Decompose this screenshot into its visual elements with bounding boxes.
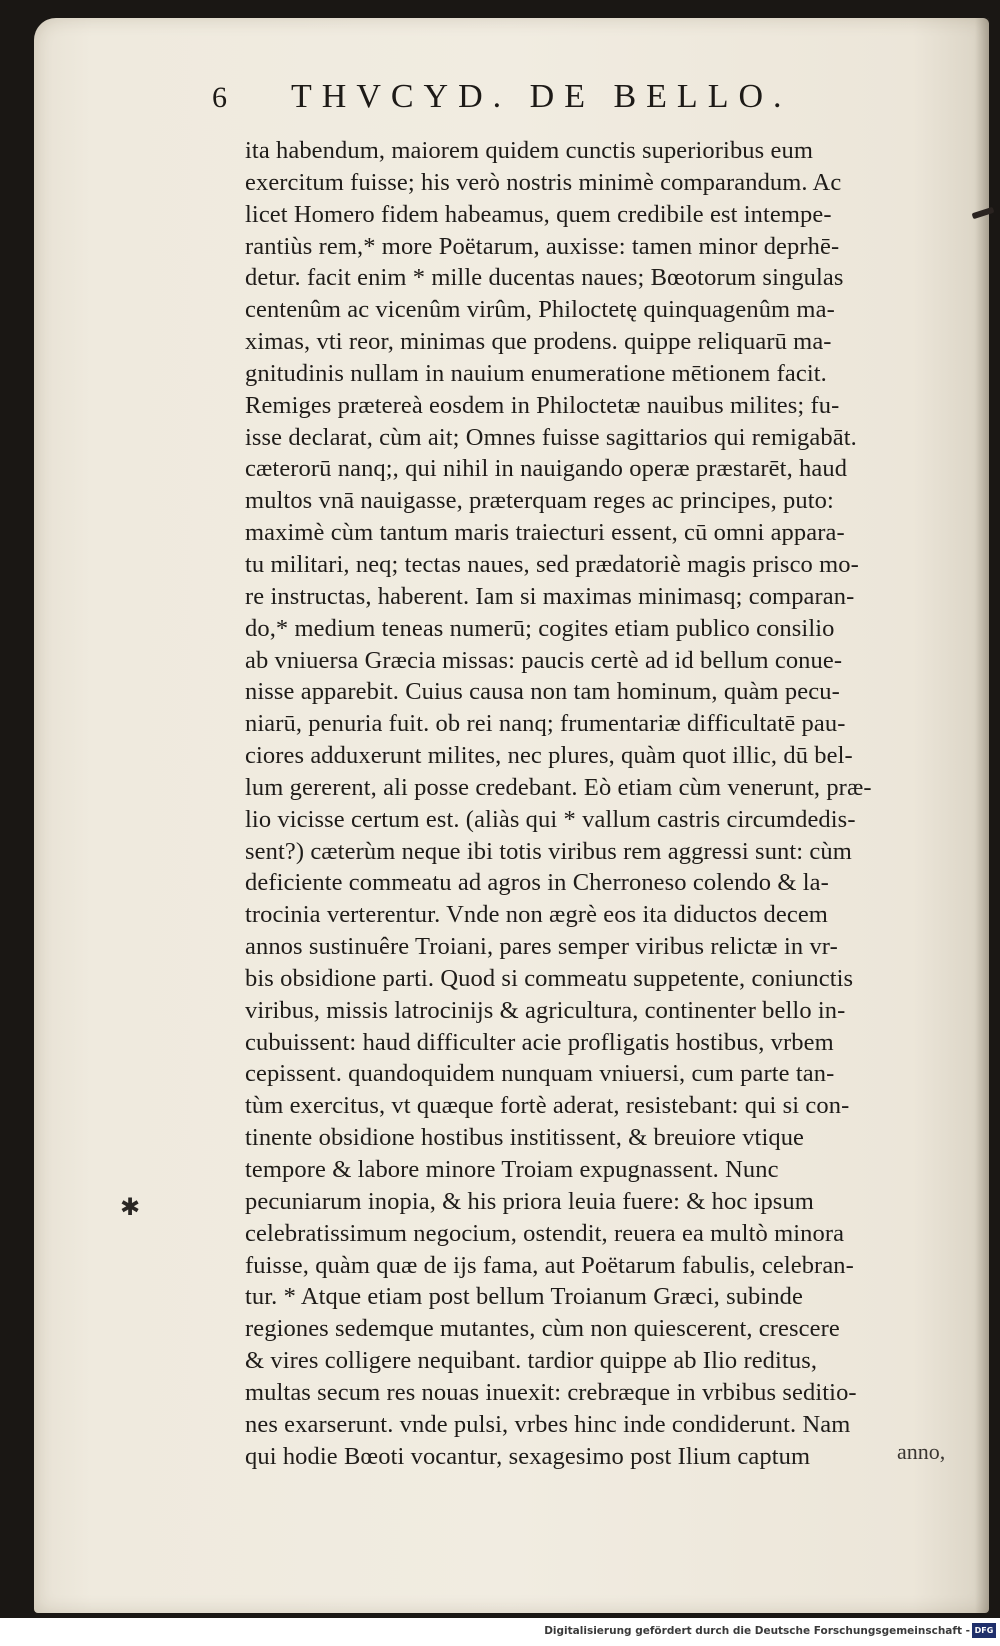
- text-line: cubuissent: haud difficulter acie profligatis hostibus, vrbem: [245, 1028, 834, 1056]
- handwritten-mark-icon: ✱: [120, 1193, 141, 1221]
- text-line: detur. facit enim * mille ducentas naues; Bœotorum singulas: [245, 264, 844, 292]
- text-line: & vires colligere nequibant. tardior quippe ab Ilio reditus,: [245, 1347, 818, 1375]
- text-line: ciores adduxerunt milites, nec plures, quàm quot illic, dū bel-: [245, 742, 853, 770]
- text-line: ab vniuersa Græcia missas: paucis certè ad id bellum conue-: [245, 646, 843, 674]
- text-line: tùm exercitus, vt quæque fortè aderat, resistebant: qui si con-: [245, 1092, 850, 1120]
- text-line: ximas, vti reor, minimas que prodens. quippe reliquarū ma-: [245, 328, 832, 356]
- text-line: sent?) cæterùm neque ibi totis viribus rem aggressi sunt: cùm: [245, 837, 852, 865]
- text-line: re instructas, haberent. Iam si maximas minimasq; comparan-: [245, 582, 855, 610]
- text-line: do,* medium teneas numerū; cogites etiam publico consilio: [245, 614, 835, 642]
- text-line: gnitudinis nullam in nauium enumeratione mētionem facit.: [245, 359, 827, 387]
- page-edge-shadow: [975, 18, 989, 1613]
- running-title: THVCYD. DE BELLO.: [291, 78, 792, 115]
- text-line: nisse apparebit. Cuius causa non tam hominum, quàm pecu-: [245, 678, 840, 706]
- dfg-logo: DFG: [972, 1623, 996, 1638]
- text-line: bis obsidione parti. Quod si commeatu suppetente, coniunctis: [245, 964, 854, 992]
- text-line: rantiùs rem,* more Poëtarum, auxisse: tamen minor deprhē-: [245, 232, 840, 260]
- text-line: centenûm ac vicenûm virûm, Philoctetę quinquagenûm ma-: [245, 296, 835, 324]
- text-line: qui hodie Bœoti vocantur, sexagesimo post Ilium captum: [245, 1442, 811, 1470]
- page-number: 6: [212, 81, 227, 114]
- text-line: viribus, missis latrocinijs & agricultura, continenter bello in-: [245, 996, 846, 1024]
- text-line: tinente obsidione hostibus institissent, & breuiore vtique: [245, 1124, 805, 1152]
- text-line: multas secum res nouas inuexit: crebræque in vrbibus seditio-: [245, 1378, 857, 1406]
- text-line: fuisse, quàm quæ de ijs fama, aut Poëtarum fabulis, celebran-: [245, 1251, 854, 1279]
- text-line: multos vnā nauigasse, præterquam reges ac principes, puto:: [245, 487, 834, 515]
- running-head: [212, 78, 812, 128]
- text-line: licet Homero fidem habeamus, quem credibile est intempe-: [245, 200, 832, 228]
- text-line: ita habendum, maiorem quidem cunctis superioribus eum: [245, 137, 813, 164]
- text-line: Remiges prætereà eosdem in Philoctetæ nauibus milites; fu-: [245, 391, 840, 419]
- text-line: tu militari, neq; tectas naues, sed prædatoriè magis prisco mo-: [245, 550, 859, 578]
- text-line: trocinia verterentur. Vnde non ægrè eos ita diductos decem: [245, 901, 828, 929]
- text-line: nes exarserunt. vnde pulsi, vrbes hinc inde condiderunt. Nam: [245, 1410, 851, 1438]
- text-line: regiones sedemque mutantes, cùm non quiescerent, crescere: [245, 1315, 840, 1343]
- text-line: lio vicisse certum est. (aliàs qui * vallum castris circumdedis-: [245, 805, 856, 833]
- funding-credit: Digitalisierung gefördert durch die Deutsche Forschungsgemeinschaft -: [544, 1625, 970, 1637]
- text-line: niarū, penuria fuit. ob rei nanq; frumentariæ difficultatē pau-: [245, 710, 846, 738]
- text-line: isse declarat, cùm ait; Omnes fuisse sagittarios qui remigabāt.: [245, 423, 857, 451]
- text-line: deficiente commeatu ad agros in Cherroneso colendo & la-: [245, 869, 829, 897]
- text-line: pecuniarum inopia, & his priora leuia fuere: & hoc ipsum: [245, 1187, 814, 1215]
- text-line: maximè cùm tantum maris traiecturi essent, cū omni appara-: [245, 519, 845, 547]
- text-line: exercitum fuisse; his verò nostris minimè comparandum. Ac: [245, 168, 842, 196]
- catchword: anno,: [897, 1439, 946, 1464]
- text-line: cæterorū nanq;, qui nihil in nauigando operæ præstarēt, haud: [245, 455, 848, 483]
- text-line: annos sustinuêre Troiani, pares semper viribus relictæ in vr-: [245, 933, 838, 961]
- text-line: celebratissimum negocium, ostendit, reuera ea multò minora: [245, 1219, 845, 1247]
- text-line: cepissent. quandoquidem nunquam vniuersi, cum parte tan-: [245, 1060, 835, 1088]
- body-text: [245, 135, 975, 1472]
- text-line: lum gererent, ali posse credebant. Eò etiam cùm venerunt, præ-: [245, 773, 872, 801]
- text-line: tur. * Atque etiam post bellum Troianum Græci, subinde: [245, 1283, 803, 1311]
- text-line: tempore & labore minore Troiam expugnassent. Nunc: [245, 1156, 779, 1183]
